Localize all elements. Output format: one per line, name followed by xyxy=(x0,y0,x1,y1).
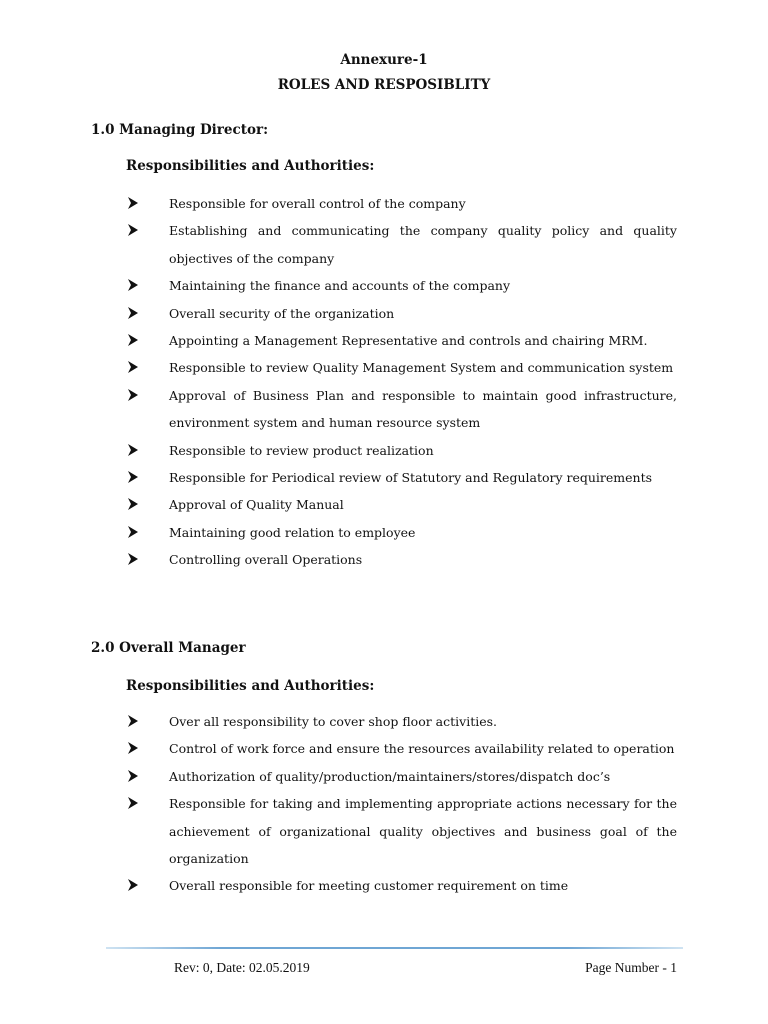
section-heading-overall-manager: 2.0 Overall Manager xyxy=(91,640,246,656)
list-item xyxy=(126,735,677,762)
list-item xyxy=(126,217,677,272)
arrowhead-bullet-icon xyxy=(126,464,140,491)
arrowhead-bullet-icon xyxy=(126,708,140,735)
section-subheading: Responsibilities and Authorities: xyxy=(126,158,375,174)
list-item-text: Over all responsibility to cover shop floor activities. xyxy=(169,714,498,729)
footer-page-number: Page Number - 1 xyxy=(585,960,677,975)
list-item-text: Responsible for overall control of the company xyxy=(169,196,466,211)
section-subheading: Responsibilities and Authorities: xyxy=(126,678,375,694)
list-item-text: Appointing a Management Representative and controls and chairing MRM. xyxy=(169,333,648,349)
arrowhead-bullet-icon xyxy=(126,382,140,409)
list-item-text: Maintaining good relation to employee xyxy=(169,524,416,540)
section-heading-managing-director: 1.0 Managing Director: xyxy=(91,122,269,138)
list-item-text: Overall security of the organization xyxy=(169,305,395,321)
arrowhead-bullet-icon xyxy=(126,519,140,546)
arrowhead-bullet-icon xyxy=(126,217,140,244)
responsibility-list-overall-manager xyxy=(126,708,677,900)
list-item xyxy=(126,327,677,354)
list-item xyxy=(126,464,677,491)
arrowhead-bullet-icon xyxy=(126,872,140,899)
list-item xyxy=(126,790,677,872)
arrowhead-bullet-icon xyxy=(126,763,140,790)
list-item xyxy=(126,437,677,464)
annexure-label: Annexure-1 xyxy=(340,52,428,68)
list-item xyxy=(126,190,677,217)
list-item-text: Controlling overall Operations xyxy=(169,552,363,568)
list-item xyxy=(126,382,677,437)
arrowhead-bullet-icon xyxy=(126,491,140,518)
list-item-text: Approval of Business Plan and responsible to maintain good infrastructure, environment system and human resource system xyxy=(169,387,677,431)
arrowhead-bullet-icon xyxy=(126,272,140,299)
list-item-text: Responsible for taking and implementing appropriate actions necessary for the achievement of organizational quality objectives and business goal of the organization xyxy=(169,796,677,867)
list-item xyxy=(126,491,677,518)
list-item xyxy=(126,272,677,299)
arrowhead-bullet-icon xyxy=(126,437,140,464)
list-item xyxy=(126,872,677,899)
list-item xyxy=(126,300,677,327)
list-item-text: Control of work force and ensure the resources availability related to operation xyxy=(169,741,675,757)
arrowhead-bullet-icon xyxy=(126,300,140,327)
list-item xyxy=(126,708,677,735)
list-item xyxy=(126,546,677,573)
arrowhead-bullet-icon xyxy=(126,327,140,354)
arrowhead-bullet-icon xyxy=(126,354,140,381)
footer-revision: Rev: 0, Date: 02.05.2019 xyxy=(174,960,310,975)
document-title: ROLES AND RESPOSIBLITY xyxy=(277,77,491,93)
footer-divider xyxy=(106,947,683,949)
list-item xyxy=(126,763,677,790)
list-item-text: Responsible for Periodical review of Statutory and Regulatory requirements xyxy=(169,470,653,486)
list-item-text: Maintaining the finance and accounts of the company xyxy=(169,278,511,294)
list-item-text: Overall responsible for meeting customer requirement on time xyxy=(169,878,569,894)
list-item-text: Responsible to review Quality Management System and communication system xyxy=(169,360,674,376)
arrowhead-bullet-icon xyxy=(126,190,140,217)
arrowhead-bullet-icon xyxy=(126,546,140,573)
arrowhead-bullet-icon xyxy=(126,735,140,762)
list-item xyxy=(126,354,677,381)
list-item-text: Establishing and communicating the company quality policy and quality objectives of the company xyxy=(169,223,677,266)
list-item xyxy=(126,519,677,546)
arrowhead-bullet-icon xyxy=(126,790,140,817)
list-item-text: Approval of Quality Manual xyxy=(169,497,344,513)
list-item-text: Responsible to review product realization xyxy=(169,442,434,458)
responsibility-list-managing-director xyxy=(126,190,677,574)
list-item-text: Authorization of quality/production/maintainers/stores/dispatch doc’s xyxy=(169,768,611,784)
